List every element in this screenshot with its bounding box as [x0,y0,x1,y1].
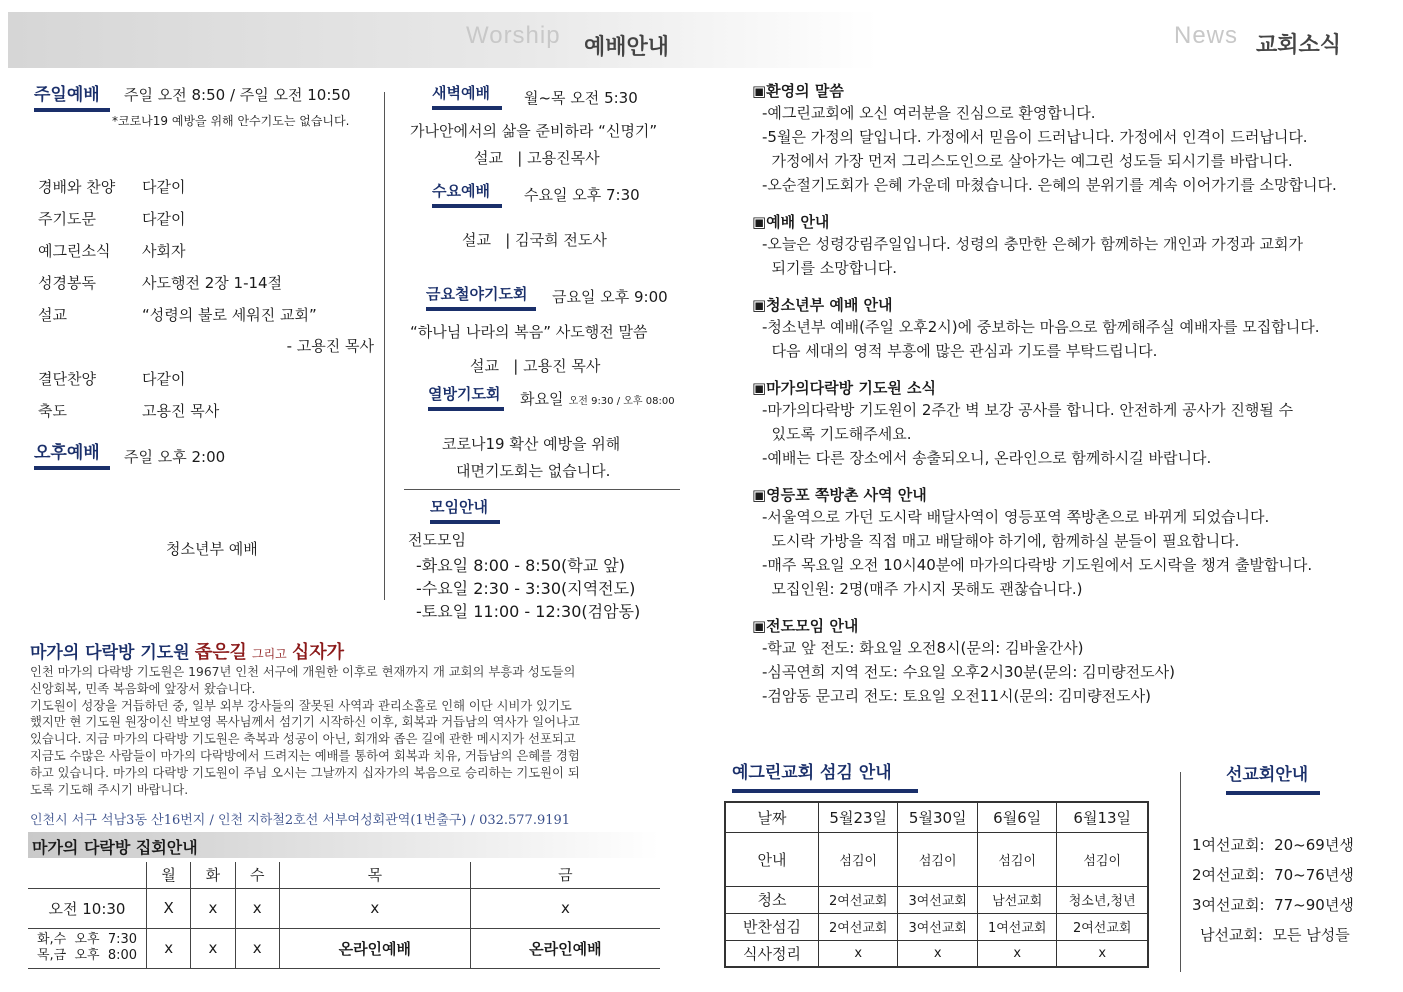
serve-header: 날짜 [725,802,819,832]
friday-text: “하나님 나라의 복음” 사도행전 말씀 [410,323,648,341]
yeolbang-time-sub: 오전 9:30 / 오후 08:00 [568,396,675,407]
afternoon-title: 오후예배 [34,438,110,470]
serve-cell: 남선교회 [977,886,1056,913]
dawn-time: 월~목 오전 5:30 [524,89,638,107]
news-line: 되기를 소망합니다. [762,259,897,277]
serve-label: 안내 [725,832,819,886]
news-title: ▣마가의다락방 기도원 소식 [752,379,937,397]
serve-cell: x [1057,940,1148,967]
afternoon-time: 주일 오후 2:00 [124,448,226,466]
schedule-cell: x [235,888,279,928]
serve-cell: 2여선교회 [819,913,898,940]
news-line: -심곡연희 지역 전도: 수요일 오후2시30분(문의: 김미량전도사) [762,663,1175,681]
serve-cell: 섬김이 [819,832,898,886]
news-line: 가정에서 가장 먼저 그리스도인으로 살아가는 예그린 성도들 되시기를 바랍니다. [762,152,1293,170]
schedule-corner [28,862,147,888]
news-line: 모집인원: 2명(매주 가시지 못해도 괜찮습니다.) [762,580,1083,598]
mission-item: 남선교회: 모든 남성들 [1200,926,1350,944]
order-value: 고용진 목사 [142,401,220,420]
news-title: ▣전도모임 안내 [752,617,859,635]
wednesday-sermon: 설교 | 김국희 전도사 [462,231,607,249]
news-item [752,377,1392,470]
order-row [38,298,378,330]
news-item [752,80,1392,197]
order-value: “성령의 불로 세워진 교회” [142,305,317,324]
order-row [38,234,378,266]
macha-body-line: 있습니다. 지금 마가의 다락방 기도원은 축복과 성공이 아닌, 회개와 좁은 길에 관한 메시지가 선포되고 [30,732,576,747]
serve-label: 식사정리 [725,940,819,967]
schedule-day: 월 [147,862,191,888]
serve-cell: 섬김이 [1057,832,1148,886]
mission-title: 선교회안내 [1226,760,1320,795]
worship-en-title: Worship [466,22,561,49]
serve-cell: 2여선교회 [1057,913,1148,940]
macha-address: 인천시 서구 석남3동 산16번지 / 인천 지하철2호선 서부여성회관역(1번출구) / 032.577.9191 [30,813,571,828]
news-item [752,294,1392,363]
serve-cell: 3여선교회 [898,913,977,940]
order-value: 사도행전 2장 1-14절 [142,273,283,292]
sunday-note: *코로나19 예방을 위해 안수기도는 없습니다. [112,114,350,128]
dawn-title: 새벽예배 [432,82,502,110]
news-line: 다음 세대의 영적 부흥에 많은 관심과 기도를 부탁드립니다. [762,342,1158,360]
serve-header: 6월6일 [977,802,1056,832]
yeolbang-time [520,388,675,409]
serve-cell: 섬김이 [977,832,1056,886]
schedule-table [28,862,660,969]
serve-header: 5월30일 [898,802,977,832]
order-label: 설교 [38,305,67,324]
macha-body [30,664,670,798]
schedule-cell: x [147,928,191,968]
news-line: 있도록 기도해주세요. [762,425,912,443]
yeolbang-title: 열방기도회 [428,383,504,411]
schedule-cell: x [235,928,279,968]
serve-row [725,940,1148,967]
serve-cell: 섬김이 [898,832,977,886]
order-label: 경배와 찬양 [38,177,116,196]
meeting-divider [404,489,680,490]
news-item [752,484,1392,601]
order-label: 주기도문 [38,209,96,228]
meeting-item: -화요일 8:00 - 8:50(학교 앞) [416,556,625,575]
schedule-time: 화,수 오후 7:30 목,금 오후 8:00 [36,932,138,963]
serve-header-row [725,802,1148,832]
order-value: 다같이 [142,177,186,196]
serve-row [725,913,1148,940]
dawn-sermon: 설교 | 고용진목사 [474,149,600,167]
schedule-day: 수 [235,862,279,888]
yeolbang-line2: 대면기도회는 없습니다. [456,462,611,480]
news-line: -서울역으로 가던 도시락 배달사역이 영등포역 쪽방촌으로 바뀌게 되었습니다. [762,508,1270,526]
order-label: 축도 [38,401,67,420]
news-line: -검암동 문고리 전도: 토요일 오전11시(문의: 김미량전도사) [762,687,1151,705]
friday-sermon: 설교 | 고용진 목사 [470,357,601,375]
dawn-text: 가나안에서의 삶을 준비하라 “신명기” [410,122,658,140]
friday-title: 금요철야기도회 [426,283,536,311]
macha-body-line: 하고 있습니다. 마가의 다락방 기도원이 주님 오시는 그날까지 십자가의 복음으로 승리하는 기도원이 되 [30,765,580,780]
macha-title-1: 마가의 다락방 기도원 [30,643,190,663]
news-line: -예그린교회에 오신 여러분을 진심으로 환영합니다. [762,104,1096,122]
serve-cell: x [819,940,898,967]
schedule-cell: 온라인예배 [279,928,470,968]
schedule-day: 화 [191,862,235,888]
serve-row [725,832,1148,886]
serve-label: 청소 [725,886,819,913]
wednesday-title: 수요예배 [432,180,502,208]
order-value: 다같이 [142,209,186,228]
macha-title [30,638,344,664]
serve-cell: x [898,940,977,967]
serve-cell: x [977,940,1056,967]
order-label: 예그린소식 [38,241,111,260]
schedule-title: 마가의 다락방 집회안내 [32,838,198,857]
order-row [38,266,378,298]
schedule-cell: x [279,888,470,928]
macha-title-4: 십자가 [291,642,345,663]
news-item [752,615,1392,708]
sunday-title: 주일예배 [34,80,110,112]
news-item [752,211,1392,280]
serve-table [724,801,1149,968]
wednesday-time: 수요일 오후 7:30 [524,186,640,204]
news-line: -마가의다락방 기도원이 2주간 벽 보강 공사를 합니다. 안전하게 공사가 진행될 수 [762,401,1294,419]
macha-body-line: 지금도 수많은 사람들이 마가의 다락방에서 드려지는 예배를 통하여 회복과 치유, 거듭남의 은혜를 경험 [30,748,580,763]
meeting-title: 모임안내 [430,496,500,524]
header-band [8,12,878,68]
friday-time: 금요일 오후 9:00 [552,288,668,306]
news-line: -5월은 가정의 달입니다. 가정에서 믿음이 드러납니다. 가정에서 인격이 드러납니다. [762,128,1308,146]
macha-body-line: 도록 기도해 주시기 바랍니다. [30,782,189,797]
news-title: ▣환영의 말씀 [752,82,844,100]
news-en-title: News [1174,22,1239,49]
macha-title-3: 그리고 [252,647,287,661]
mission-divider [1180,772,1181,972]
schedule-cell: X [147,888,191,928]
order-value: 다같이 [142,369,186,388]
schedule-cell: x [470,888,660,928]
order-label: 성경봉독 [38,273,96,292]
worship-ko-title: 예배안내 [584,35,670,60]
order-value: 사회자 [142,241,186,260]
order-row [38,202,378,234]
mission-item: 2여선교회: 70~76년생 [1192,866,1354,884]
serve-label: 반찬섬김 [725,913,819,940]
order-row [38,170,378,202]
macha-body-line: 기도원이 성장을 거듭하던 중, 일부 외부 강사들의 잘못된 사역과 관리소홀로 인해 이단 시비가 있기도 [30,698,572,713]
serve-cell: 청소년,청년 [1057,886,1148,913]
column-divider [384,92,385,600]
schedule-cell: 온라인예배 [470,928,660,968]
news-line: 도시락 가방을 직접 매고 배달해야 하기에, 함께하실 분들이 필요합니다. [762,532,1240,550]
serve-title: 예그린교회 섬김 안내 [732,758,918,793]
macha-body-line: 인천 마가의 다락방 기도원은 1967년 인천 서구에 개원한 이후로 현재까지 개 교회의 부흥과 성도들의 [30,665,576,679]
serve-header: 5월23일 [819,802,898,832]
preacher: - 고용진 목사 [286,337,374,355]
youth-worship: 청소년부 예배 [166,540,258,558]
news-line: -오순절기도회가 은혜 가운데 마쳤습니다. 은혜의 분위기를 계속 이어가기를 소망합니다. [762,176,1337,194]
serve-cell: 3여선교회 [898,886,977,913]
schedule-day: 목 [279,862,470,888]
order-label: 결단찬양 [38,369,96,388]
macha-body-line: 했지만 현 기도원 원장이신 박보영 목사님께서 섬기기 시작하신 이후, 회복과 거듭남의 역사가 일어나고 [30,715,580,730]
meeting-item: -토요일 11:00 - 12:30(검암동) [416,602,641,621]
serve-cell: 2여선교회 [819,886,898,913]
schedule-row [28,888,660,928]
schedule-day: 금 [470,862,660,888]
schedule-row [28,928,660,968]
sunday-time: 주일 오전 8:50 / 주일 오전 10:50 [124,86,351,104]
yeolbang-time-main: 화요일 [520,390,564,408]
news-line: -예배는 다른 장소에서 송출되오니, 온라인으로 함께하시길 바랍니다. [762,449,1212,467]
order-row [38,362,378,394]
macha-title-2: 좁은길 [194,642,247,663]
news-title: ▣청소년부 예배 안내 [752,296,893,314]
serve-cell: 1여선교회 [977,913,1056,940]
news-list [752,80,1392,722]
macha-body-line: 신앙회복, 민족 복음화에 앞장서 왔습니다. [30,681,256,696]
news-line: -청소년부 예배(주일 오후2시)에 중보하는 마음으로 함께해주실 예배자를 모집합니다. [762,318,1320,336]
order-list [38,170,378,426]
meeting-sub: 전도모임 [408,531,466,549]
serve-header: 6월13일 [1057,802,1148,832]
schedule-header-row [28,862,660,888]
news-line: -오늘은 성령강림주일입니다. 성령의 충만한 은혜가 함께하는 개인과 가정과 교회가 [762,235,1303,253]
news-title: ▣예배 안내 [752,213,830,231]
order-row [38,394,378,426]
news-line: -매주 목요일 오전 10시40분에 마가의다락방 기도원에서 도시락을 챙겨 출발합니다. [762,556,1313,574]
schedule-time: 오전 10:30 [48,899,126,918]
news-title: ▣영등포 쪽방촌 사역 안내 [752,486,927,504]
mission-item: 1여선교회: 20~69년생 [1192,836,1354,854]
news-line: -학교 앞 전도: 화요일 오전8시(문의: 김바울간사) [762,639,1084,657]
meeting-item: -수요일 2:30 - 3:30(지역전도) [416,579,636,598]
schedule-cell: x [191,928,235,968]
schedule-cell: x [191,888,235,928]
yeolbang-line1: 코로나19 확산 예방을 위해 [442,435,621,453]
serve-row [725,886,1148,913]
news-ko-title: 교회소식 [1256,33,1342,58]
mission-item: 3여선교회: 77~90년생 [1192,896,1354,914]
